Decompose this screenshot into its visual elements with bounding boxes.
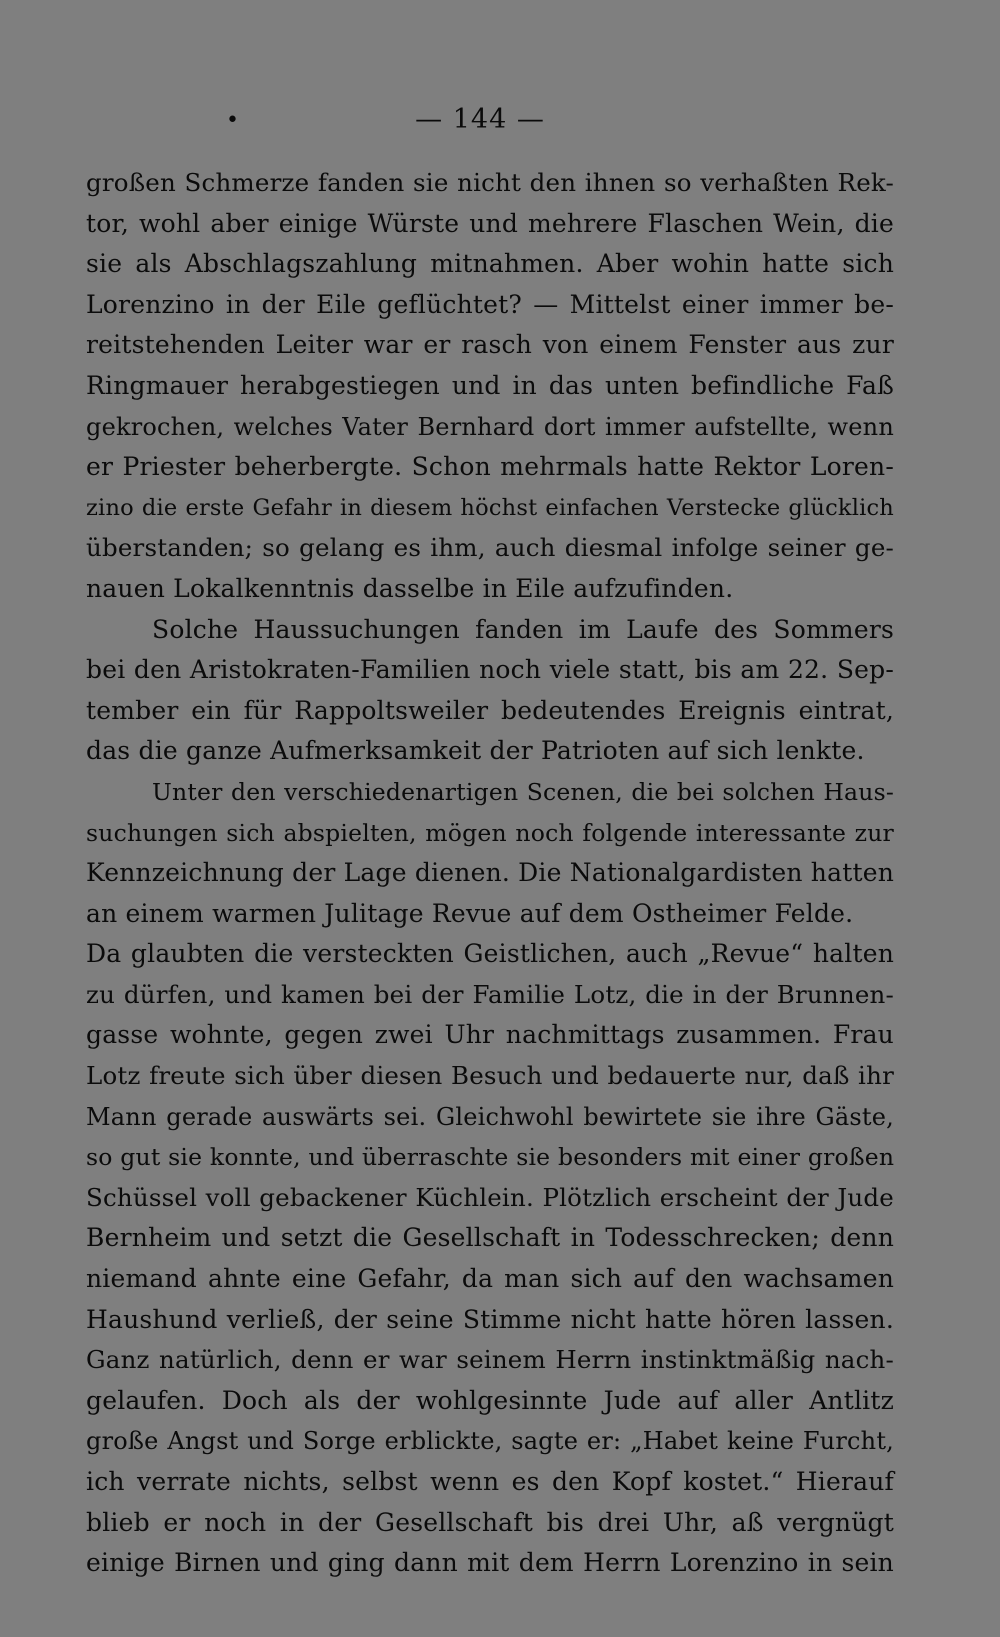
text-line: gelaufen. Doch als der wohlgesinnte Jude auf aller Antlitz bbox=[86, 1385, 894, 1415]
text-line: Ganz natürlich, denn er war seinem Herrn instinktmäßig nach- bbox=[86, 1345, 894, 1375]
text-line: Da glaubten die versteckten Geistlichen, auch „Revue“ halten bbox=[86, 939, 894, 969]
text-line: suchungen sich abspielten, mögen noch folgende interessante zur bbox=[86, 818, 894, 847]
text-line: das die ganze Aufmerksamkeit der Patrioten auf sich lenkte. bbox=[86, 736, 865, 766]
page-number: — 144 — bbox=[415, 104, 545, 135]
text-line: überstanden; so gelang es ihm, auch diesmal infolge seiner ge- bbox=[86, 533, 894, 563]
text-line: an einem warmen Julitage Revue auf dem Ostheimer Felde. bbox=[86, 898, 854, 928]
text-line: Ringmauer herabgestiegen und in das unten befindliche Faß bbox=[86, 370, 894, 400]
text-line: Lorenzino in der Eile geflüchtet? — Mittelst einer immer be- bbox=[86, 289, 894, 319]
text-line: einige Birnen und ging dann mit dem Herrn Lorenzino in sein bbox=[86, 1548, 894, 1578]
page-marker: • bbox=[226, 108, 240, 133]
page-header bbox=[0, 100, 1000, 146]
text-line: Unter den verschiedenartigen Scenen, die bei solchen Haus- bbox=[152, 777, 894, 806]
text-line: Haushund verließ, der seine Stimme nicht hatte hören lassen. bbox=[86, 1304, 894, 1334]
text-line: blieb er noch in der Gesellschaft bis drei Uhr, aß vergnügt bbox=[86, 1507, 894, 1537]
text-line: Schüssel voll gebackener Küchlein. Plötzlich erscheint der Jude bbox=[86, 1182, 894, 1212]
text-line: nauen Lokalkenntnis dasselbe in Eile aufzufinden. bbox=[86, 573, 734, 603]
text-line: Solche Haussuchungen fanden im Laufe des Sommers bbox=[152, 614, 894, 644]
text-line: Mann gerade auswärts sei. Gleichwohl bewirtete sie ihre Gäste, bbox=[86, 1102, 894, 1131]
text-line: so gut sie konnte, und überraschte sie besonders mit einer großen bbox=[86, 1143, 895, 1172]
text-line: gasse wohnte, gegen zwei Uhr nachmittags zusammen. Frau bbox=[86, 1020, 894, 1050]
text-line: große Angst und Sorge erblickte, sagte er: „Habet keine Furcht, bbox=[86, 1427, 894, 1456]
text-line: großen Schmerze fanden sie nicht den ihnen so verhaßten Rek- bbox=[86, 168, 894, 197]
body-text bbox=[86, 163, 894, 1584]
text-line: zu dürfen, und kamen bei der Familie Lotz, die in der Brunnen- bbox=[86, 979, 894, 1009]
text-line: gekrochen, welches Vater Bernhard dort immer aufstellte, wenn bbox=[86, 412, 894, 441]
text-line: er Priester beherbergte. Schon mehrmals hatte Rektor Loren- bbox=[86, 452, 894, 482]
text-line: niemand ahnte eine Gefahr, da man sich auf den wachsamen bbox=[86, 1264, 894, 1294]
text-line: Bernheim und setzt die Gesellschaft in Todesschrecken; denn bbox=[86, 1223, 894, 1253]
text-line: bei den Aristokraten-Familien noch viele statt, bis am 22. Sep- bbox=[86, 655, 894, 685]
text-line: ich verrate nichts, selbst wenn es den Kopf kostet.“ Hierauf bbox=[86, 1467, 894, 1496]
text-line: tember ein für Rappoltsweiler bedeutendes Ereignis eintrat, bbox=[86, 695, 894, 725]
text-line: reitstehenden Leiter war er rasch von einem Fenster aus zur bbox=[86, 330, 894, 360]
text-line: zino die erste Gefahr in diesem höchst einfachen Verstecke glücklich bbox=[86, 494, 894, 521]
text-line: Lotz freute sich über diesen Besuch und bedauerte nur, daß ihr bbox=[86, 1061, 894, 1091]
text-line: sie als Abschlagszahlung mitnahmen. Aber wohin hatte sich bbox=[86, 249, 894, 279]
text-line: Kennzeichnung der Lage dienen. Die Nationalgardisten hatten bbox=[86, 858, 894, 888]
text-line: tor, wohl aber einige Würste und mehrere Flaschen Wein, die bbox=[86, 208, 894, 238]
